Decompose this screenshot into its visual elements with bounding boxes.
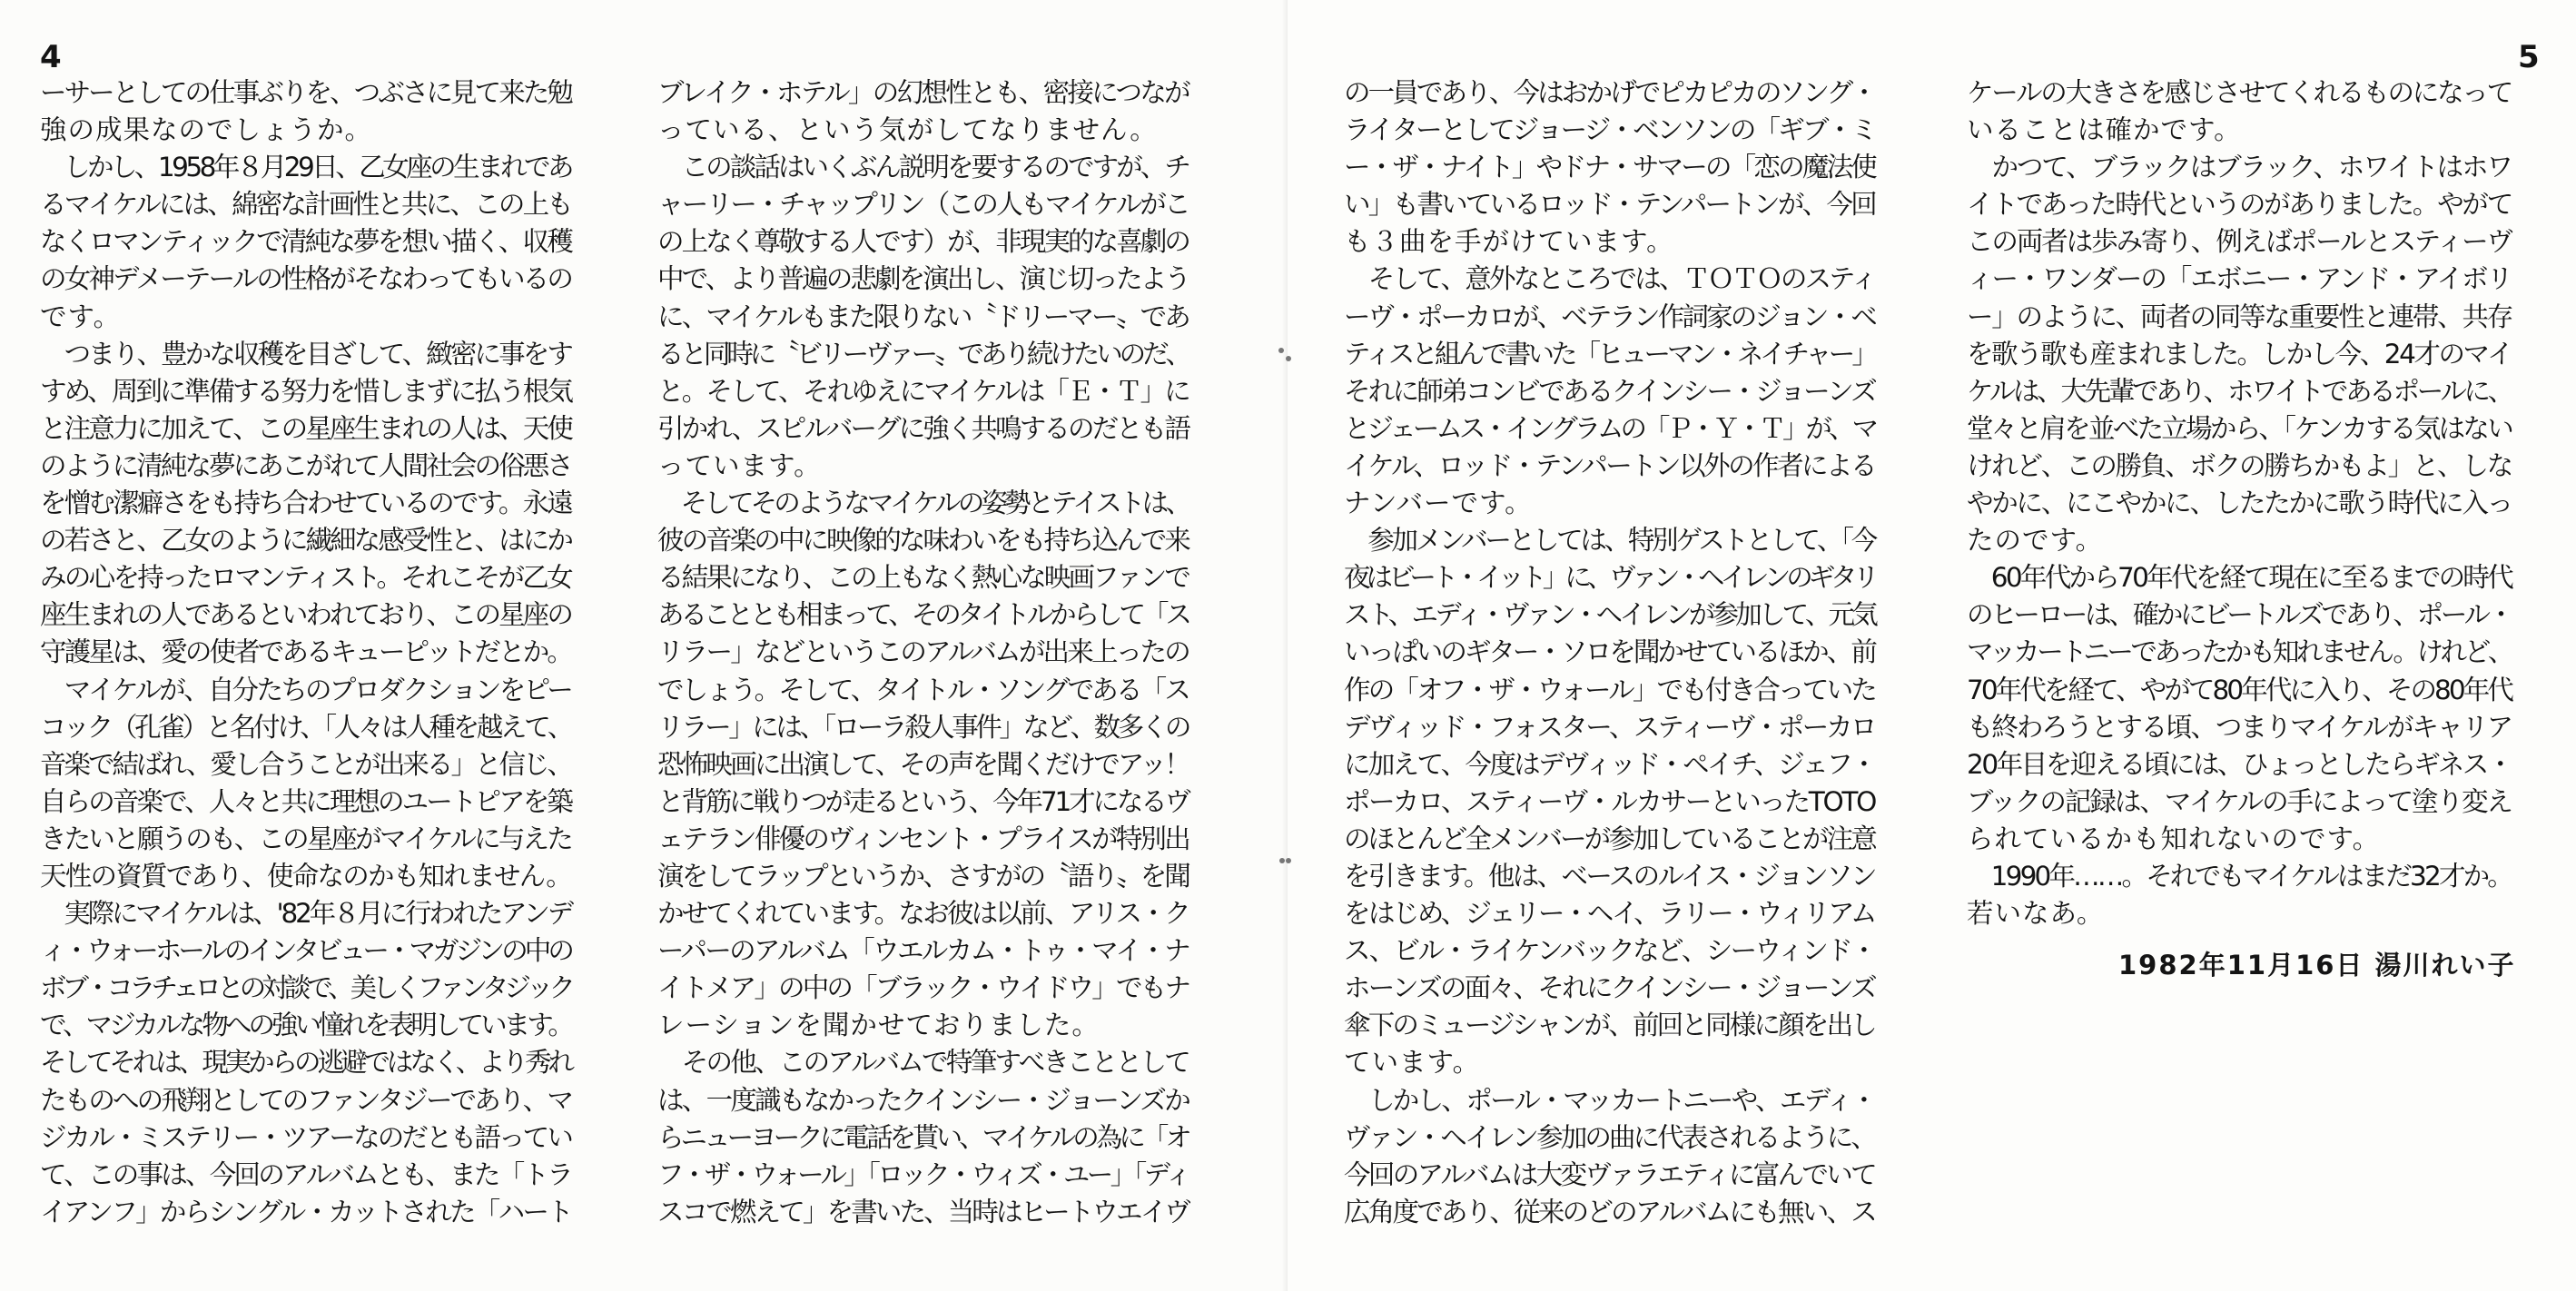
text-line: 70年代を経て、やがて80年代に入り、その80年代 — [1967, 674, 2512, 705]
text-line: 傘下のミュージシャンが、前回と同様に顔を出し — [1344, 1010, 1875, 1041]
text-line: のヒーローは、確かにビートルズであり、ポール・ — [1967, 599, 2512, 631]
text-line: と。そして、それゆえにマイケルは「Ｅ・Ｔ」に — [657, 375, 1189, 407]
text-line: 演をしてラップというか、さすがの〝語り〟を聞 — [657, 860, 1189, 892]
text-line: ヴァン・ヘイレン参加の曲に代表されるように、 — [1344, 1121, 1875, 1153]
text-line: ナンバーです。 — [1344, 488, 1533, 519]
text-line: ーサーとしての仕事ぶりを、つぶさに見て来た勉 — [40, 77, 571, 108]
text-line: ェテラン俳優のヴィンセント・プライスが特別出 — [657, 823, 1189, 854]
text-line: る結果になり、この上もなく熱心な映画ファンで — [657, 562, 1189, 594]
text-line: たのです。 — [1967, 525, 2104, 557]
text-line: しかし、1958年８月29日、乙女座の生まれであ — [40, 152, 571, 183]
text-line: ィー・ワンダーの「エボニー・アンド・アイボリ — [1967, 263, 2512, 295]
text-line: の女神デメーテールの性格がそなわってもいるの — [40, 263, 571, 295]
text-line: を憎む潔癖さをも持ち合わせているのです。永遠 — [40, 488, 571, 519]
text-line: を引きます。他は、ベースのルイス・ジョンソン — [1344, 860, 1875, 892]
text-line: 自らの音楽で、人々と共に理想のユートピアを築 — [40, 785, 571, 817]
text-line: イトであった時代というのがありました。やがて — [1967, 189, 2512, 221]
text-line: ス、ビル・ライケンバックなど、シーウィンド・ — [1344, 935, 1875, 967]
text-line: の若さと、乙女のように繊細な感受性と、はにか — [40, 525, 571, 557]
text-line: 中で、より普遍の悲劇を演出し、演じ切ったよう — [657, 263, 1189, 295]
text-line: スト、エディ・ヴァン・ヘイレンが参加して、元気 — [1344, 599, 1875, 631]
text-line: っています。 — [657, 449, 822, 481]
text-line: やかに、にこやかに、したたかに歌う時代に入っ — [1967, 488, 2512, 519]
text-line: 恐怖映画に出演して、その声を聞くだけでアッ！ — [657, 748, 1189, 780]
text-line: 守護星は、愛の使者であるキューピットだとか。 — [40, 636, 571, 668]
text-line: ーヴ・ポーカロが、ベテラン作詞家のジョン・ベ — [1344, 301, 1875, 332]
text-line: ボブ・コラチェロとの対談で、美しくファンタジック — [40, 972, 571, 1004]
text-line: きたいと願うのも、この星座がマイケルに与えた — [40, 823, 571, 854]
text-line: そして、意外なところでは、ＴＯＴＯのスティ — [1344, 263, 1875, 295]
text-column-4 — [1967, 74, 2512, 932]
text-line: ています。 — [1344, 1047, 1481, 1079]
text-line: フ・ザ・ウォール」「ロック・ウィズ・ユー」「ディ — [657, 1158, 1189, 1190]
text-line: 強の成果なのでしょうか。 — [40, 114, 373, 146]
text-line: イアンフ」からシングル・カットされた「ハート — [40, 1196, 571, 1227]
text-line: かつて、ブラックはブラック、ホワイトはホワ — [1967, 152, 2512, 183]
text-line: いることは確かです。 — [1967, 114, 2242, 146]
text-line: をはじめ、ジェリー・ヘイ、ラリー・ウィリアム — [1344, 898, 1875, 930]
text-line: リラー」には、「ローラ殺人事件」など、数多くの — [657, 711, 1189, 743]
text-line: マイケルが、自分たちのプロダクションをピー — [40, 674, 571, 705]
text-line: あることとも相まって、そのタイトルからして「ス — [657, 599, 1189, 631]
text-line: い」も書いているロッド・テンパートンが、今回 — [1344, 189, 1875, 221]
text-line: 堂々と肩を並べた立場から、「ケンカする気はない — [1967, 412, 2512, 444]
text-line: で、マジカルな物への強い憧れを表明しています。 — [40, 1010, 571, 1041]
text-line: ポーカロ、スティーヴ・ルカサーといったTOTO — [1344, 785, 1875, 817]
text-line: けれど、この勝負、ボクの勝ちかもよ」と、しな — [1967, 449, 2512, 481]
text-line: ジカル・ミステリー・ツアーなのだとも語ってい — [40, 1121, 571, 1153]
text-line: ャーリー・チャップリン（この人もマイケルがこ — [657, 189, 1189, 221]
text-line: 夜はビート・イット」に、ヴァン・ヘイレンのギタリ — [1344, 562, 1875, 594]
text-line: ブックの記録は、マイケルの手によって塗り変え — [1967, 785, 2512, 817]
text-line: ブレイク・ホテル」の幻想性とも、密接につなが — [657, 77, 1189, 108]
fold-mark — [1286, 858, 1291, 863]
text-line: ホーンズの面々、それにクインシー・ジョーンズ — [1344, 972, 1875, 1004]
text-line: そしてそのようなマイケルの姿勢とテイストは、 — [657, 488, 1189, 519]
text-line: いっぱいのギター・ソロを聞かせているほか、前 — [1344, 636, 1875, 668]
text-line: 若いなあ。 — [1967, 898, 2105, 930]
text-line: 彼の音楽の中に映像的な味わいをも持ち込んで来 — [657, 525, 1189, 557]
text-line: ケールの大きさを感じさせてくれるものになって — [1967, 77, 2512, 108]
text-line: るマイケルには、綿密な計画性と共に、この上も — [40, 189, 571, 221]
text-column-2 — [657, 74, 1189, 1231]
text-line: て、この事は、今回のアルバムとも、また「トラ — [40, 1158, 571, 1190]
text-line: 引かれ、スピルバーグに強く共鳴するのだとも語 — [657, 412, 1189, 444]
text-line: コック（孔雀）と名付け、｢人々は人種を越えて、 — [40, 711, 571, 743]
text-line: かせてくれています。なお彼は以前、アリス・ク — [657, 898, 1189, 930]
text-line: ティスと組んで書いた「ヒューマン・ネイチャー」 — [1344, 338, 1875, 370]
text-line: イケル、ロッド・テンパートン以外の作者による — [1344, 449, 1875, 481]
page-number-left: 4 — [40, 39, 62, 75]
text-line: でしょう。そして、タイトル・ソングである「ス — [657, 674, 1189, 705]
page-number-right: 5 — [2518, 39, 2540, 75]
text-line: っている、という気がしてなりません。 — [657, 114, 1158, 146]
text-line: イトメア」の中の「ブラック・ウイドウ」でもナ — [657, 972, 1189, 1004]
text-column-1 — [40, 74, 571, 1231]
text-line: みの心を持ったロマンティスト。それこそが乙女 — [40, 562, 571, 594]
text-line: レーションを聞かせておりました。 — [657, 1010, 1100, 1041]
text-line: と注意力に加えて、この星座生まれの人は、天使 — [40, 412, 571, 444]
text-line: つまり、豊かな収穫を目ざして、緻密に事をす — [40, 338, 571, 370]
text-line: ー・ザ・ナイト」やドナ・サマーの「恋の魔法使 — [1344, 152, 1875, 183]
text-line: ると同時に〝ビリーヴァー〟であり続けたいのだ、 — [657, 338, 1189, 370]
text-line: マッカートニーであったかも知れません。けれど、 — [1967, 636, 2512, 668]
author-signature: 1982年11月16日 湯川れい子 — [2118, 950, 2516, 981]
text-line: らニューヨークに電話を貰い、マイケルの為に「オ — [657, 1121, 1189, 1153]
text-line: の一員であり、今はおかげでピカピカのソング・ — [1344, 77, 1875, 108]
text-line: そしてそれは、現実からの逃避ではなく、より秀れ — [40, 1047, 571, 1079]
text-line: 1990年……。それでもマイケルはまだ32才か。 — [1967, 860, 2512, 892]
text-line: この談話はいくぶん説明を要するのですが、チ — [657, 152, 1189, 183]
text-line: ーパーのアルバム「ウエルカム・トゥ・マイ・ナ — [657, 935, 1189, 967]
text-line: それに師弟コンビであるクインシー・ジョーンズ — [1344, 375, 1875, 407]
text-line: たものへの飛翔としてのファンタジーであり、マ — [40, 1084, 571, 1116]
text-line: 広角度であり、従来のどのアルバムにも無い、ス — [1344, 1196, 1875, 1227]
text-line: とジェームス・イングラムの「Ｐ・Ｙ・Ｔ」が、マ — [1344, 412, 1875, 444]
text-line: 実際にマイケルは、'82年８月に行われたアンデ — [40, 898, 571, 930]
text-line: 今回のアルバムは大変ヴァラエティに富んでいて — [1344, 1158, 1875, 1190]
text-line: も３曲を手がけています。 — [1344, 226, 1674, 258]
text-line: を歌う歌も産まれました。しかし今、24才のマイ — [1967, 338, 2512, 370]
text-line: 60年代から70年代を経て現在に至るまでの時代 — [1967, 562, 2512, 594]
text-line: リラー」などというこのアルバムが出来上ったの — [657, 636, 1189, 668]
text-line: ライターとしてジョージ・ベンソンの「ギブ・ミ — [1344, 114, 1875, 146]
text-line: 天性の資質であり、使命なのかも知れません。 — [40, 860, 571, 892]
text-line: ィ・ウォーホールのインタビュー・マガジンの中の — [40, 935, 571, 967]
text-line: その他、このアルバムで特筆すべきこととして — [657, 1047, 1189, 1079]
text-line: ー」のように、両者の同等な重要性と連帯、共存 — [1967, 301, 2512, 332]
text-line: 20年目を迎える頃には、ひょっとしたらギネス・ — [1967, 748, 2512, 780]
text-line: スコで燃えて」を書いた、当時はヒートウエイヴ — [657, 1196, 1189, 1227]
text-line: も終わろうとする頃、つまりマイケルがキャリア — [1967, 711, 2512, 743]
text-line: ケルは、大先輩であり、ホワイトであるポールに、 — [1967, 375, 2512, 407]
text-line: と背筋に戦りつが走るという、今年71才になるヴ — [657, 785, 1189, 817]
text-line: に加えて、今度はデヴィッド・ペイチ、ジェフ・ — [1344, 748, 1875, 780]
text-column-3 — [1344, 74, 1875, 1231]
fold-mark — [1286, 356, 1291, 361]
text-line: に、マイケルもまた限りない〝ドリーマー〟であ — [657, 301, 1189, 332]
text-line: デヴィッド・フォスター、スティーヴ・ポーカロ — [1344, 711, 1875, 743]
text-line: すめ、周到に準備する努力を惜しまずに払う根気 — [40, 375, 571, 407]
text-line: の上なく尊敬する人です）が、非現実的な喜劇の — [657, 226, 1189, 258]
text-line: は、一度識もなかったクインシー・ジョーンズか — [657, 1084, 1189, 1116]
text-line: のほとんど全メンバーが参加していることが注意 — [1344, 823, 1875, 854]
text-line: 座生まれの人であるといわれており、この星座の — [40, 599, 571, 631]
text-line: です。 — [40, 301, 122, 332]
text-line: なくロマンティックで清純な夢を想い描く、収穫 — [40, 226, 571, 258]
text-line: のように清純な夢にあこがれて人間社会の俗悪さ — [40, 449, 571, 481]
text-line: 音楽で結ばれ、愛し合うことが出来る」と信じ、 — [40, 748, 571, 780]
text-line: この両者は歩み寄り、例えばポールとスティーヴ — [1967, 226, 2512, 258]
text-line: しかし、ポール・マッカートニーや、エディ・ — [1344, 1084, 1875, 1116]
text-line: られているかも知れないのです。 — [1967, 823, 2381, 854]
text-line: 作の「オフ・ザ・ウォール」でも付き合っていた — [1344, 674, 1875, 705]
text-line: 参加メンバーとしては、特別ゲストとして、「今 — [1344, 525, 1875, 557]
